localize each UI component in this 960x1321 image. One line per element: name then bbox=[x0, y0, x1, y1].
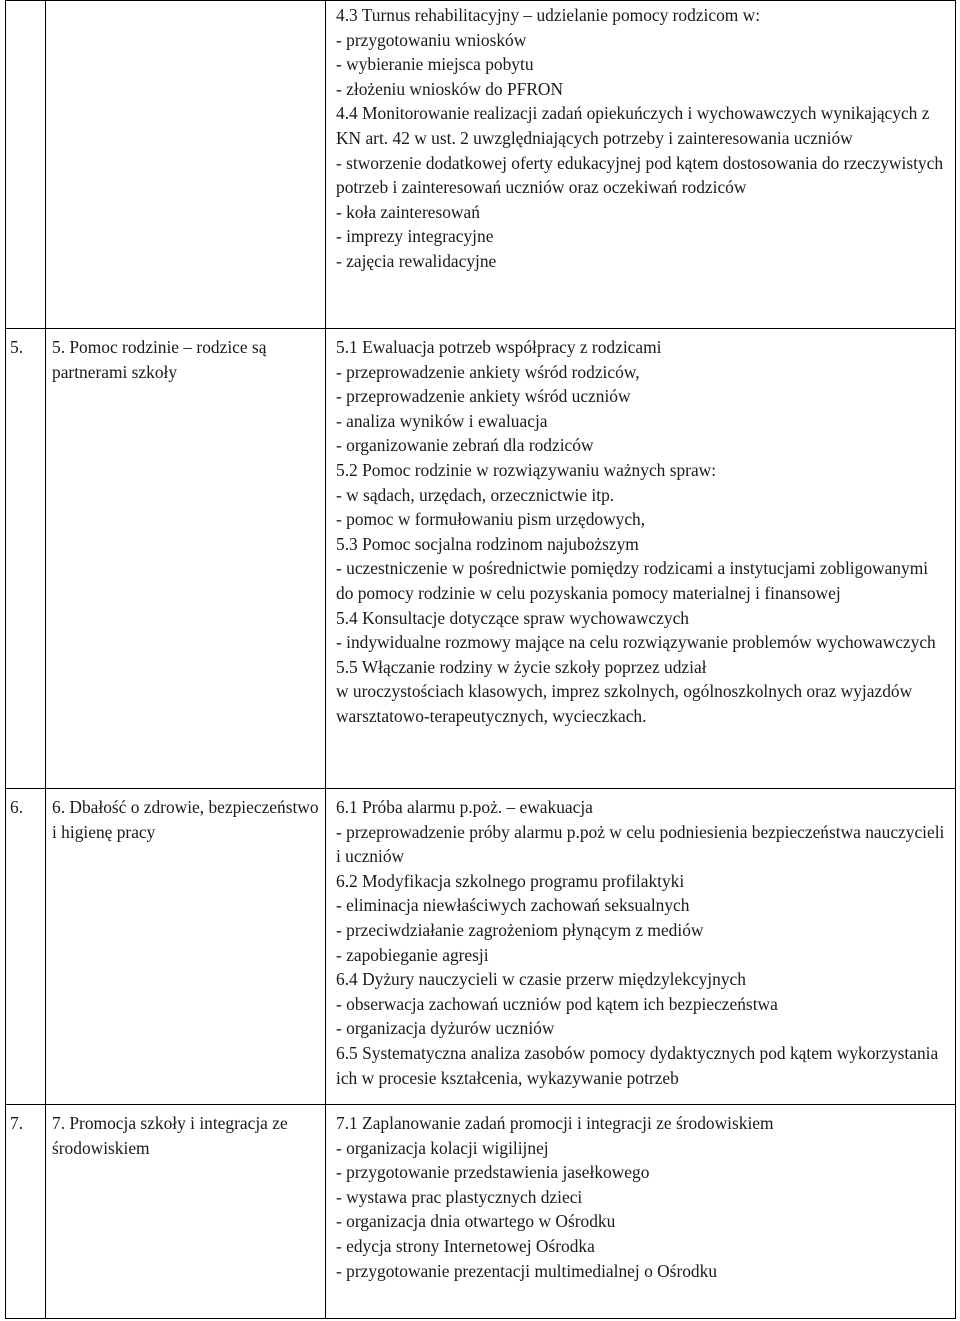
task-line: - organizacja dyżurów uczniów bbox=[336, 1018, 555, 1039]
task-line: - indywidualne rozmowy mające na celu rozwiązywanie problemów wychowawczych bbox=[336, 632, 936, 653]
section-tasks-cell bbox=[326, 1, 956, 329]
task-line: 6.5 Systematyczna analiza zasobów pomocy dydaktycznych pod kątem wykorzystania ich w procesie kształcenia, wykazywanie potrzeb bbox=[336, 1042, 939, 1088]
section-area-title: 5. Pomoc rodzinie – rodzice są partnerami szkoły bbox=[52, 337, 267, 382]
task-list bbox=[326, 1, 955, 274]
task-line: 5.2 Pomoc rodzinie w rozwiązywaniu ważnych spraw: bbox=[336, 459, 717, 480]
section-area-title bbox=[46, 1, 325, 7]
section-area-cell bbox=[46, 1, 326, 329]
task-line: - zajęcia rewalidacyjne bbox=[336, 250, 497, 271]
task-line: - wybieranie miejsca pobytu bbox=[336, 54, 534, 75]
section-tasks-cell bbox=[326, 1105, 956, 1319]
section-number: 5. bbox=[10, 337, 24, 357]
task-line: - przeprowadzenie ankiety wśród uczniów bbox=[336, 386, 631, 407]
task-line: - przeciwdziałanie zagrożeniom płynącym z mediów bbox=[336, 919, 704, 940]
task-line: - w sądach, urzędach, orzecznictwie itp. bbox=[336, 484, 615, 505]
task-line: 5.5 Włączanie rodziny w życie szkoły poprzez udział bbox=[336, 656, 707, 677]
section-area-title: 6. Dbałość o zdrowie, bezpieczeństwo i higienę pracy bbox=[52, 797, 319, 842]
task-line: w uroczystościach klasowych, imprez szkolnych, ogólnoszkolnych oraz wyjazdów warsztatowo-terapeutycznych, wycieczkach. bbox=[336, 681, 913, 726]
section-row bbox=[6, 1, 956, 329]
task-line: - przygotowanie prezentacji multimedialnej o Ośrodku bbox=[336, 1260, 718, 1281]
task-line: - analiza wyników i ewaluacja bbox=[336, 410, 548, 431]
task-line: 6.1 Próba alarmu p.poż. – ewakuacja bbox=[336, 797, 593, 817]
section-number-cell bbox=[6, 1105, 46, 1319]
section-tasks-cell bbox=[326, 789, 956, 1105]
task-line: - złożeniu wniosków do PFRON bbox=[336, 78, 564, 99]
task-line: 4.3 Turnus rehabilitacyjny – udzielanie pomocy rodzicom w: bbox=[336, 5, 761, 25]
task-list bbox=[326, 329, 955, 729]
task-list bbox=[326, 1105, 955, 1283]
section-number-cell bbox=[6, 1, 46, 329]
section-number-cell bbox=[6, 789, 46, 1105]
section-number: 7. bbox=[10, 1113, 24, 1133]
section-number bbox=[6, 1, 45, 7]
task-line: 5.4 Konsultacje dotyczące spraw wychowawczych bbox=[336, 607, 689, 628]
section-tasks-cell bbox=[326, 329, 956, 789]
task-line: - organizowanie zebrań dla rodziców bbox=[336, 435, 594, 456]
section-number: 6. bbox=[10, 797, 24, 817]
task-line: - wystawa prac plastycznych dzieci bbox=[336, 1186, 583, 1207]
task-line: - eliminacja niewłaściwych zachowań seksualnych bbox=[336, 895, 690, 916]
section-row bbox=[6, 329, 956, 789]
task-line: 5.1 Ewaluacja potrzeb współpracy z rodzicami bbox=[336, 337, 662, 357]
task-line: 7.1 Zaplanowanie zadań promocji i integracji ze środowiskiem bbox=[336, 1113, 774, 1133]
plan-table-body bbox=[6, 1, 956, 1319]
task-line: - uczestniczenie w pośrednictwie pomiędzy rodzicami a instytucjami zobligowanymi do pomocy rodzinie w celu pozyskania pomocy materialnej i finansowej bbox=[336, 558, 929, 603]
section-area-cell bbox=[46, 329, 326, 789]
task-line: 6.4 Dyżury nauczycieli w czasie przerw międzylekcyjnych bbox=[336, 969, 746, 990]
section-row bbox=[6, 789, 956, 1105]
task-line: 4.4 Monitorowanie realizacji zadań opiekuńczych i wychowawczych wynikających z KN art. 42 w ust. 2 uwzględniających potrzeby i zainteresowania uczniów bbox=[336, 103, 930, 148]
task-line: - zapobieganie agresji bbox=[336, 944, 489, 965]
task-line: - przygotowanie przedstawienia jasełkowego bbox=[336, 1162, 650, 1183]
section-row bbox=[6, 1105, 956, 1319]
section-area-cell bbox=[46, 1105, 326, 1319]
plan-table bbox=[5, 0, 956, 1319]
task-line: - stworzenie dodatkowej oferty edukacyjnej pod kątem dostosowania do rzeczywistych potrzeb i zainteresowań uczniów oraz oczekiwań rodziców bbox=[336, 152, 944, 198]
task-line: - przeprowadzenie próby alarmu p.poż w celu podniesienia bezpieczeństwa nauczycieli i uczniów bbox=[336, 821, 945, 867]
task-line: 6.2 Modyfikacja szkolnego programu profilaktyki bbox=[336, 870, 685, 891]
task-line: - edycja strony Internetowej Ośrodka bbox=[336, 1235, 595, 1256]
task-line: - koła zainteresowań bbox=[336, 201, 480, 222]
section-area-cell bbox=[46, 789, 326, 1105]
task-line: - obserwacja zachowań uczniów pod kątem ich bezpieczeństwa bbox=[336, 993, 778, 1014]
task-line: - przygotowaniu wniosków bbox=[336, 29, 527, 50]
task-line: - imprezy integracyjne bbox=[336, 226, 494, 247]
task-line: - przeprowadzenie ankiety wśród rodziców, bbox=[336, 361, 640, 382]
task-line: 5.3 Pomoc socjalna rodzinom najuboższym bbox=[336, 533, 639, 554]
task-list bbox=[326, 789, 955, 1090]
task-line: - organizacja dnia otwartego w Ośrodku bbox=[336, 1211, 616, 1232]
task-line: - organizacja kolacji wigilijnej bbox=[336, 1137, 549, 1158]
section-area-title: 7. Promocja szkoły i integracja ze środowiskiem bbox=[52, 1113, 288, 1158]
task-line: - pomoc w formułowaniu pism urzędowych, bbox=[336, 509, 646, 530]
section-number-cell bbox=[6, 329, 46, 789]
